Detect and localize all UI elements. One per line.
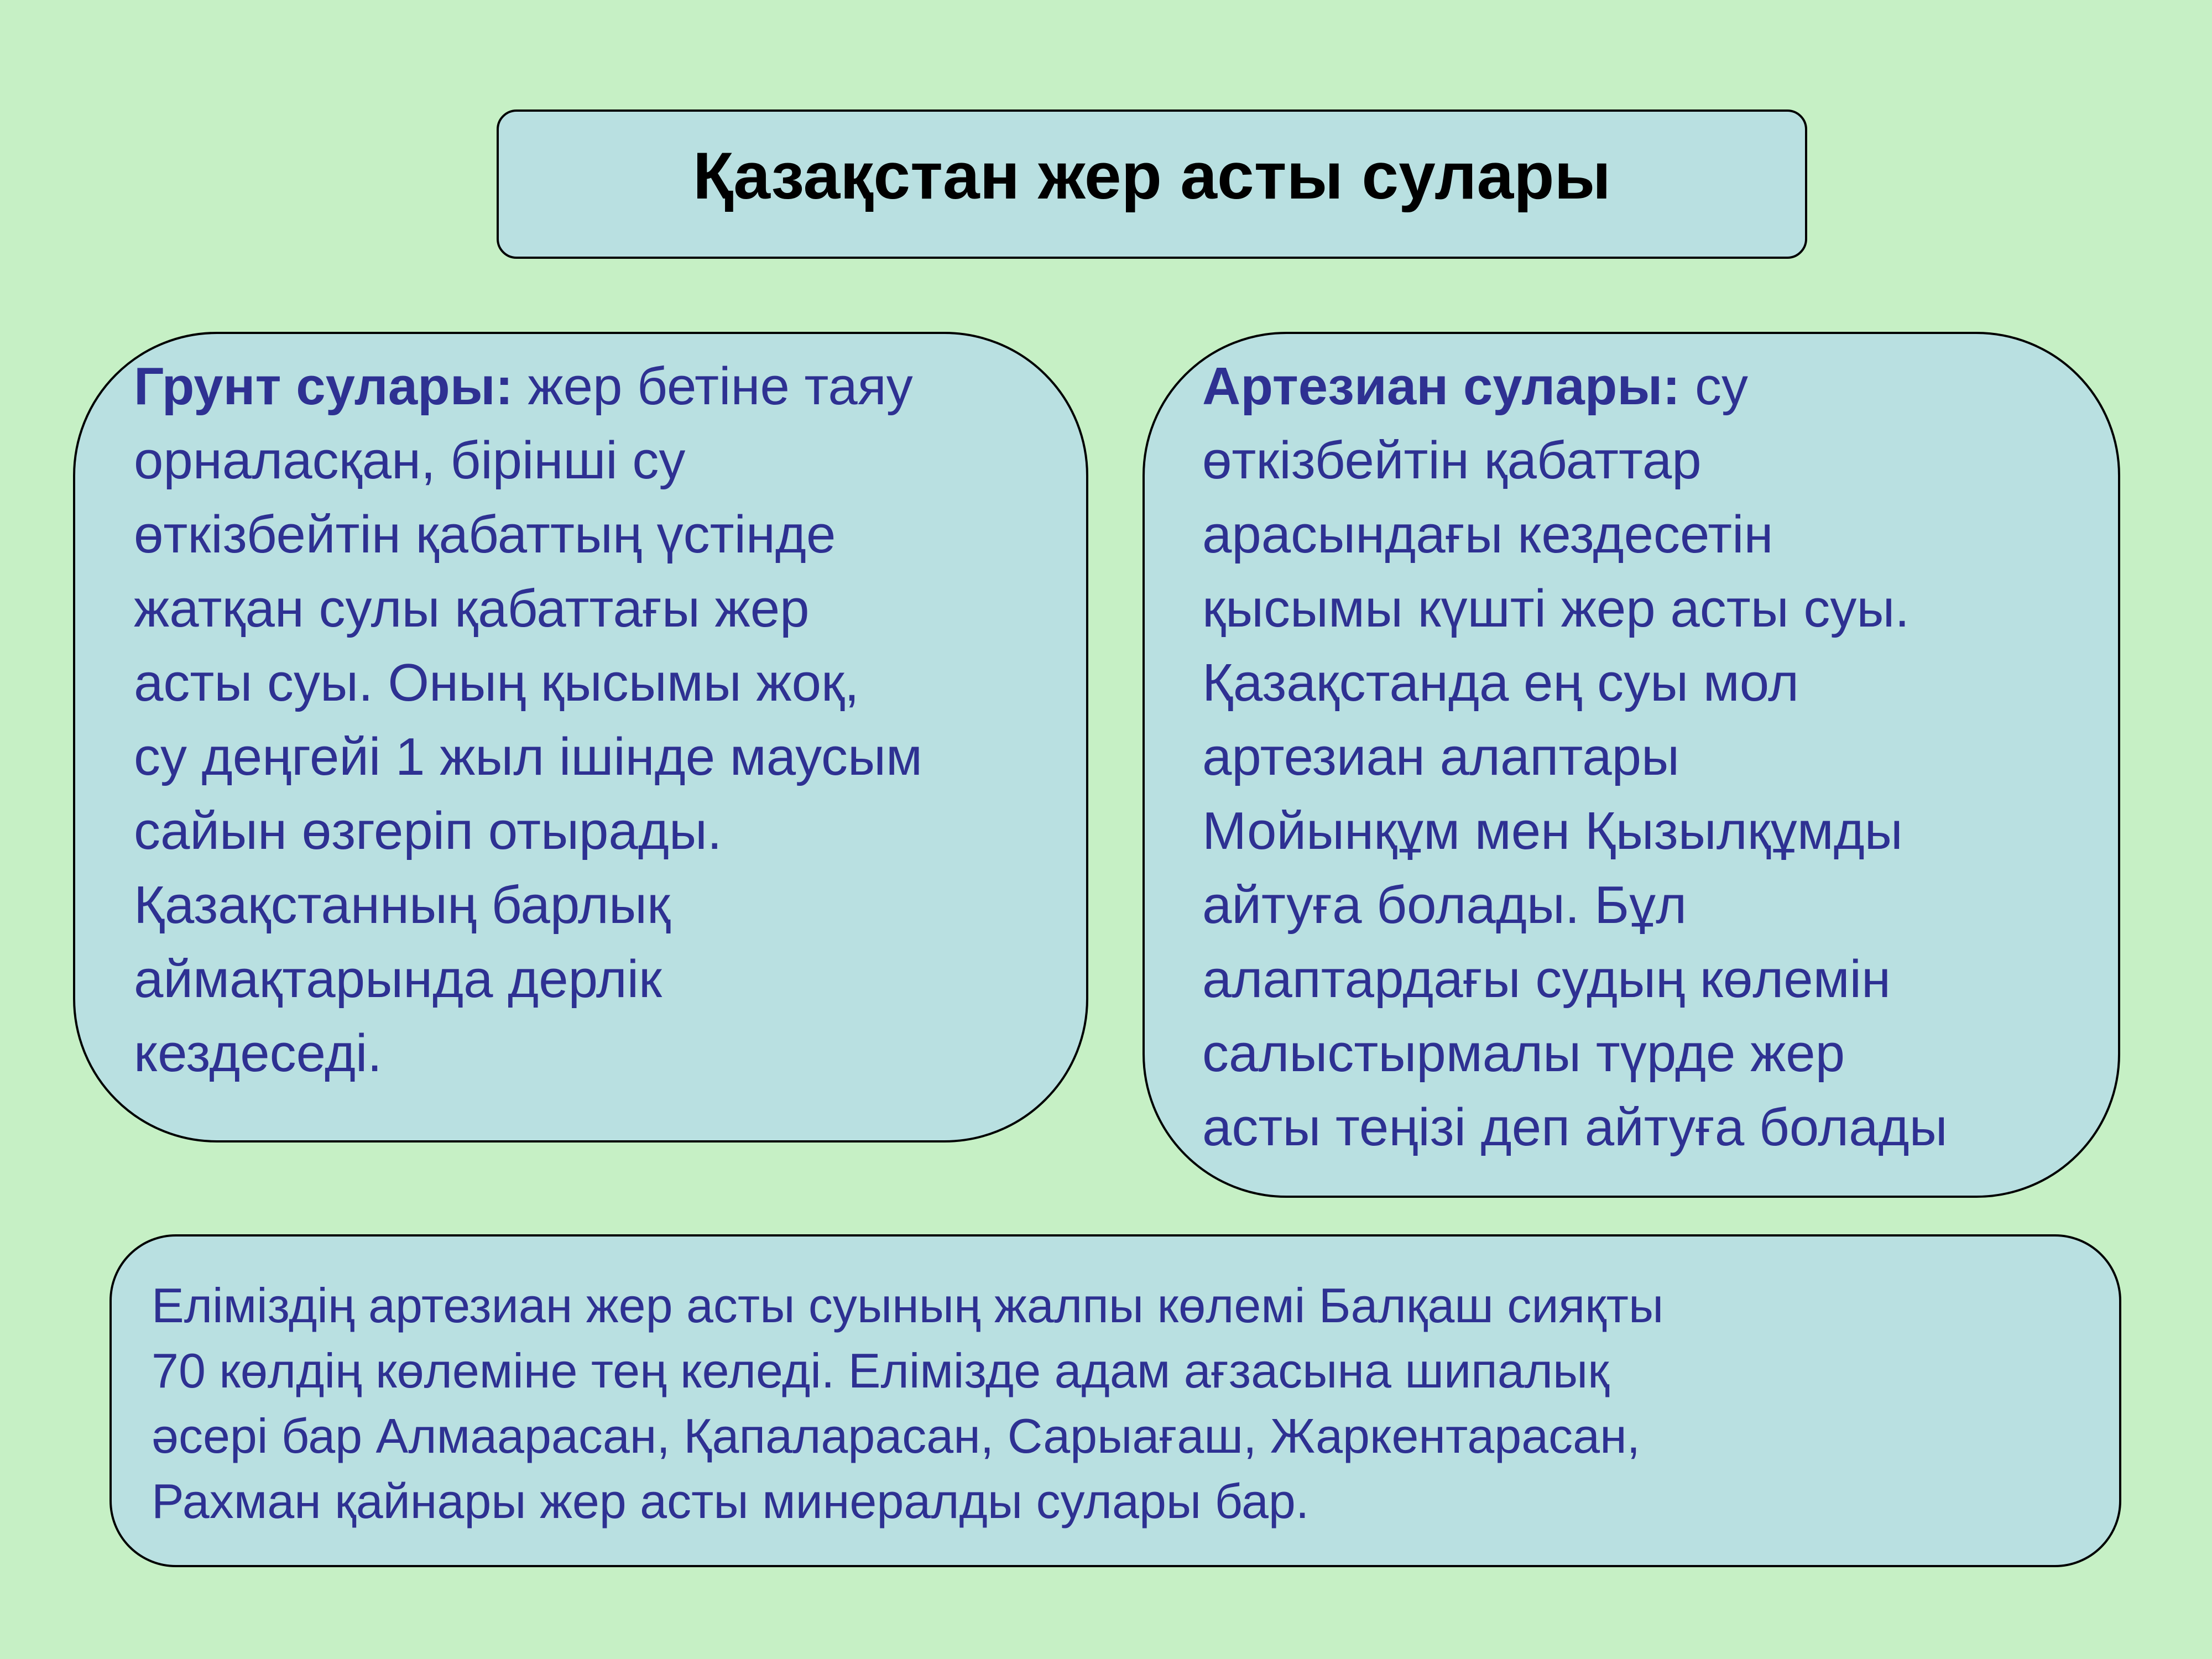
artesian-heading: Артезиан сулары: [1202, 357, 1681, 416]
artesian-card [1142, 332, 2120, 1198]
groundwater-text [134, 349, 1074, 1091]
slide-title: Қазақстан жер асты сулары [693, 139, 1611, 213]
artesian-description: су өткізбейтін қабаттар арасындағы кездесетін қысымы күшті жер асты суы. Қазақстанда ең суы мол артезиан алаптары Мойынқұм мен Қызылқұмды айтуға болады. Бұл алаптардағы судың көлемін салыстырмалы түрде жер асты теңізі деп айтуға болады [1202, 357, 1948, 1157]
title-box [497, 109, 1807, 259]
mineral-waters-text: Еліміздің артезиан жер асты суының жалпы көлемі Балқаш сияқты 70 көлдің көлеміне тең келеді. Елімізде адам ағзасына шипалық әсері бар Алмаарасан, Қапаларасан, Сарыағаш, Жаркентарасан, Рахман қайнары жер асты минералды сулары бар. [152, 1278, 1664, 1528]
artesian-text [1202, 349, 2120, 1165]
groundwater-card [73, 332, 1088, 1142]
mineral-waters-card [109, 1234, 2121, 1567]
groundwater-description: жер бетіне таяу орналасқан, бірінші су өткізбейтін қабаттың үстінде жатқан сулы қабаттағы жер асты суы. Оның қысымы жоқ, су деңгейі 1 жыл ішінде маусым сайын өзгеріп отырады. Қазақстанның барлық аймақтарында дерлік кездеседі. [134, 357, 922, 1083]
groundwater-heading: Грунт сулары: [134, 357, 513, 416]
